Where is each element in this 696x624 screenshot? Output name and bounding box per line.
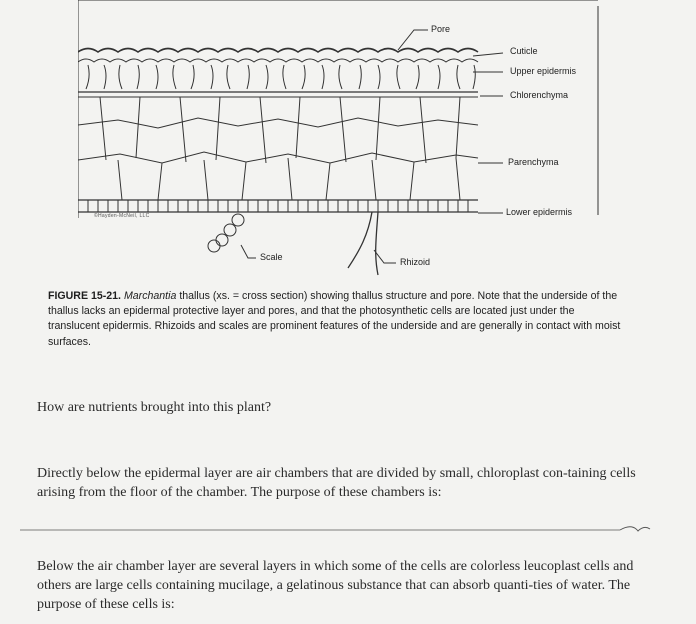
question-air-chambers: Directly below the epidermal layer are air chambers that are divided by small, chloroplast con-taining cells arising from the floor of the chamber. The purpose of these chambers is:	[37, 466, 636, 500]
label-upper-epidermis: Upper epidermis	[510, 66, 577, 76]
copyright-notice: ©Hayden-McNeil, LLC	[94, 213, 150, 219]
thallus-figure	[78, 0, 618, 285]
label-cuticle: Cuticle	[510, 46, 538, 56]
thallus-cross-section-drawing	[78, 0, 618, 285]
figure-caption	[48, 289, 628, 350]
answer-line	[20, 521, 652, 535]
label-parenchyma: Parenchyma	[508, 157, 559, 167]
caption-genus: Marchantia	[123, 290, 177, 302]
caption-text: thallus (xs. = cross section) showing thallus structure and pore. Note that the underside of the thallus lacks an epidermal protective layer and pores, and that the photosynthetic cells are located just under the translucent epidermis. Rhizoids and scales are prominent features of the underside and are generally in contact with moist surfaces.	[48, 290, 621, 348]
label-pore: Pore	[431, 24, 451, 34]
label-chlorenchyma: Chlorenchyma	[510, 90, 569, 100]
figure-number: FIGURE 15-21.	[48, 290, 122, 302]
label-lower-epidermis: Lower epidermis	[506, 207, 573, 217]
label-rhizoid: Rhizoid	[400, 257, 431, 267]
label-scale: Scale	[260, 252, 283, 262]
question-nutrients: How are nutrients brought into this plant?	[37, 400, 272, 415]
question-leucoplast-cells: Below the air chamber layer are several layers in which some of the cells are colorless leucoplast cells and others are large cells containing mucilage, a gelatinous substance that can absorb quanti-ties of water. The purpose of these cells is:	[37, 559, 634, 612]
